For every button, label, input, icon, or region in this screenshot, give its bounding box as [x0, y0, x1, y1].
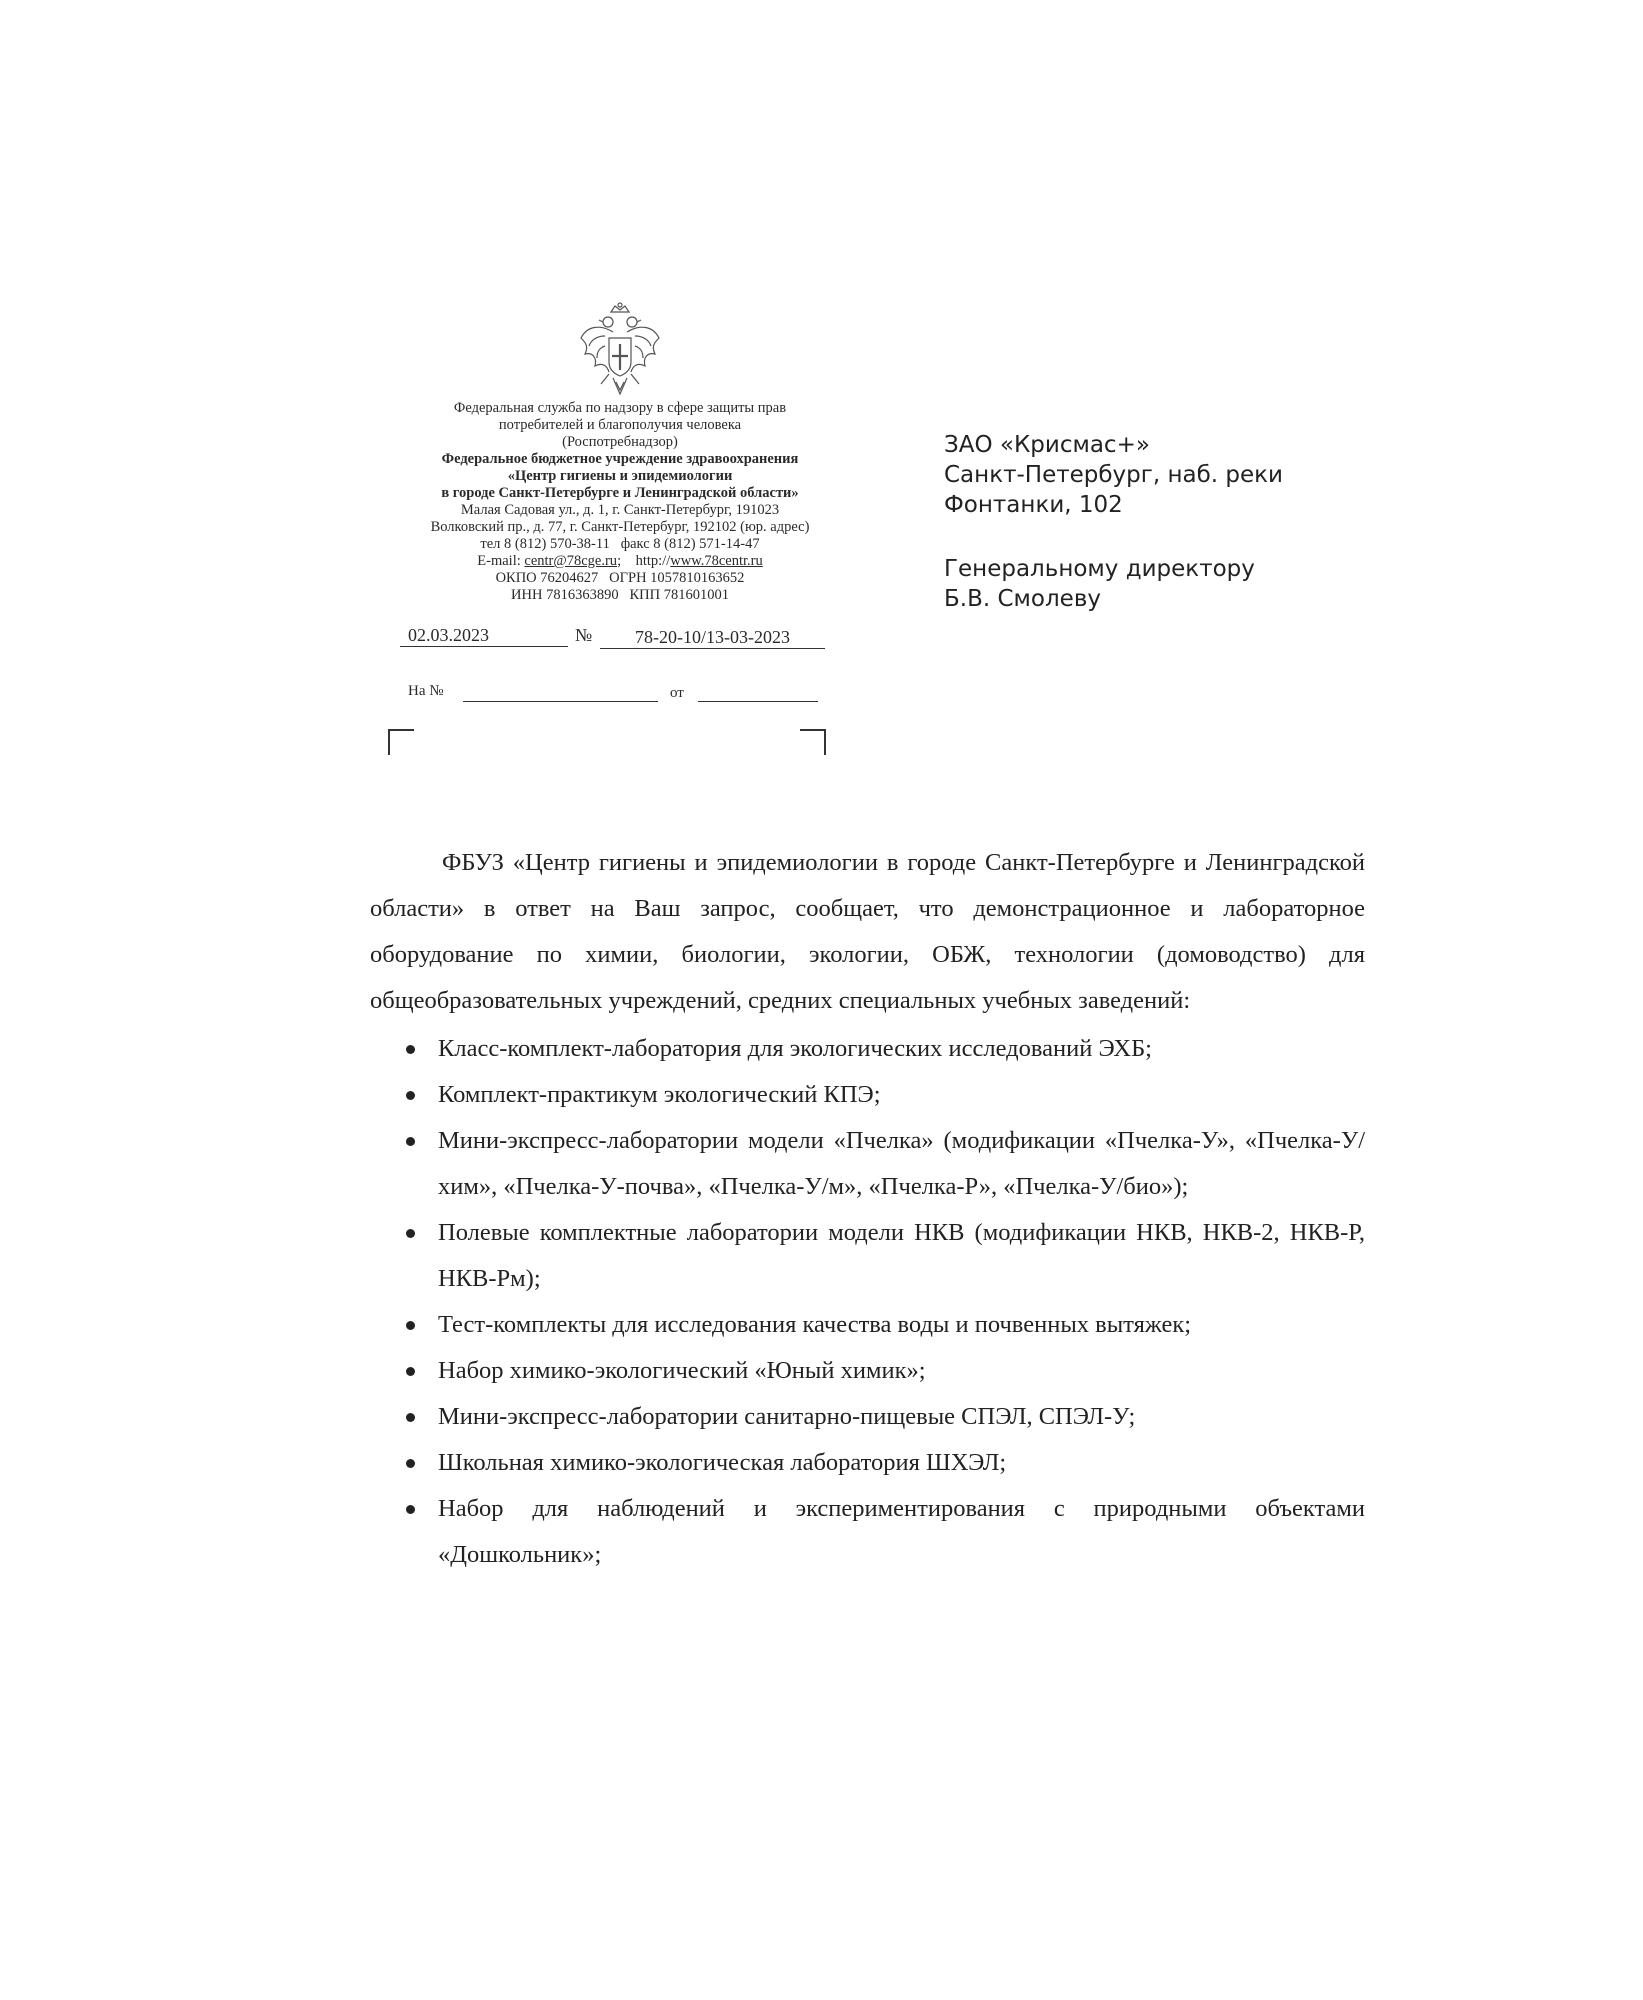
institution-name-cont: «Центр гигиены и эпидемиологии	[507, 468, 733, 484]
letterhead	[380, 400, 860, 604]
list-item-text: Мини-экспресс-лаборатории санитарно-пищевые СПЭЛ, СПЭЛ-У;	[438, 1403, 1136, 1430]
email-separator: ;	[617, 553, 622, 569]
ogrn: ОГРН 1057810163652	[609, 570, 745, 586]
reference-from-label: от	[670, 685, 684, 701]
address-actual: Малая Садовая ул., д. 1, г. Санкт-Петербург, 191023	[460, 502, 780, 518]
equipment-list	[370, 1026, 1365, 1578]
addressee-address-line1: Санкт-Петербург, наб. реки	[944, 462, 1284, 488]
reference-label: На №	[408, 683, 444, 699]
list-item-text: Полевые комплектные лаборатории модели НКВ (модификации НКВ, НКВ-2, НКВ-Р, НКВ-Рм);	[438, 1219, 1365, 1292]
list-item-text: Мини-экспресс-лаборатории модели «Пчелка» (модификации «Пчелка-У», «Пчелка-У/хим», «Пчелка-У-почва», «Пчелка-У/м», «Пчелка-Р», «Пчелка-У/био»);	[438, 1127, 1365, 1200]
corner-mark-right	[800, 729, 826, 755]
addressee-company: ЗАО «Крисмас+»	[944, 432, 1150, 458]
number-sign: №	[575, 625, 593, 645]
codes-inn-kpp	[380, 587, 860, 604]
list-item	[370, 1210, 1365, 1302]
russian-coat-of-arms-icon	[575, 302, 665, 402]
list-item-text: Комплект-практикум экологический КПЭ;	[438, 1081, 881, 1108]
contacts-phone-fax	[380, 536, 860, 553]
list-item	[370, 1072, 1365, 1118]
inn: ИНН 7816363890	[511, 587, 619, 603]
list-item-text: Набор химико-экологический «Юный химик»;	[438, 1357, 926, 1384]
agency-abbr: (Роспотребнадзор)	[562, 434, 678, 450]
phone: тел 8 (812) 570-38-11	[480, 536, 610, 552]
email-link[interactable]: centr@78cge.ru	[524, 553, 618, 569]
kpp: КПП 781601001	[629, 587, 729, 603]
address-legal: Волковский пр., д. 77, г. Санкт-Петербург, 192102 (юр. адрес)	[430, 519, 810, 535]
codes-okpo-ogrn	[380, 570, 860, 587]
bullet-icon	[406, 1413, 415, 1422]
email-label: E-mail:	[477, 553, 525, 569]
reference-row	[408, 683, 828, 707]
bullet-icon	[406, 1137, 415, 1146]
bullet-icon	[406, 1045, 415, 1054]
registration-number: 78-20-10/13-03-2023	[600, 626, 825, 649]
corner-mark-left	[388, 729, 414, 755]
addressee-block	[944, 430, 1444, 614]
list-item	[370, 1302, 1365, 1348]
reference-date-line	[698, 701, 818, 702]
list-item	[370, 1440, 1365, 1486]
contacts-web	[380, 553, 860, 570]
addressee-address-line2: Фонтанки, 102	[944, 492, 1123, 518]
institution-name: Федеральное бюджетное учреждение здравоохранения	[441, 451, 799, 467]
bullet-icon	[406, 1229, 415, 1238]
reference-number-line	[463, 701, 658, 702]
list-item	[370, 1348, 1365, 1394]
bullet-icon	[406, 1367, 415, 1376]
bullet-icon	[406, 1321, 415, 1330]
bullet-icon	[406, 1459, 415, 1468]
site-link[interactable]: www.78centr.ru	[670, 553, 763, 569]
okpo: ОКПО 76204627	[495, 570, 599, 586]
bullet-icon	[406, 1091, 415, 1100]
agency-name-cont: потребителей и благополучия человека	[498, 417, 742, 433]
institution-region: в городе Санкт-Петербурге и Ленинградской области»	[441, 485, 799, 501]
registration-row	[400, 624, 830, 648]
addressee-position: Генеральному директору	[944, 556, 1255, 582]
intro-paragraph: ФБУЗ «Центр гигиены и эпидемиологии в городе Санкт-Петербурге и Ленинградской области» в ответ на Ваш запрос, сообщает, что демонстрационное и лабораторное оборудование по химии, биологии, экологии, ОБЖ, технологии (домоводство) для общеобразовательных учреждений, средних специальных учебных заведений:	[370, 849, 1365, 1014]
list-item-text: Школьная химико-экологическая лаборатория ШХЭЛ;	[438, 1449, 1007, 1476]
registration-date: 02.03.2023	[400, 624, 568, 647]
fax: факс 8 (812) 571-14-47	[620, 536, 760, 552]
site-label: http://	[635, 553, 671, 569]
list-item-text: Набор для наблюдений и экспериментирования с природными объектами «Дошкольник»;	[438, 1495, 1365, 1568]
letter-body	[370, 840, 1365, 1578]
list-item	[370, 1026, 1365, 1072]
addressee-name: Б.В. Смолеву	[944, 586, 1101, 612]
bullet-icon	[406, 1505, 415, 1514]
list-item-text: Тест-комплекты для исследования качества воды и почвенных вытяжек;	[438, 1311, 1192, 1338]
list-item	[370, 1486, 1365, 1578]
agency-name: Федеральная служба по надзору в сфере защиты прав	[453, 400, 787, 416]
list-item-text: Класс-комплект-лаборатория для экологических исследований ЭХБ;	[438, 1035, 1152, 1062]
list-item	[370, 1118, 1365, 1210]
list-item	[370, 1394, 1365, 1440]
